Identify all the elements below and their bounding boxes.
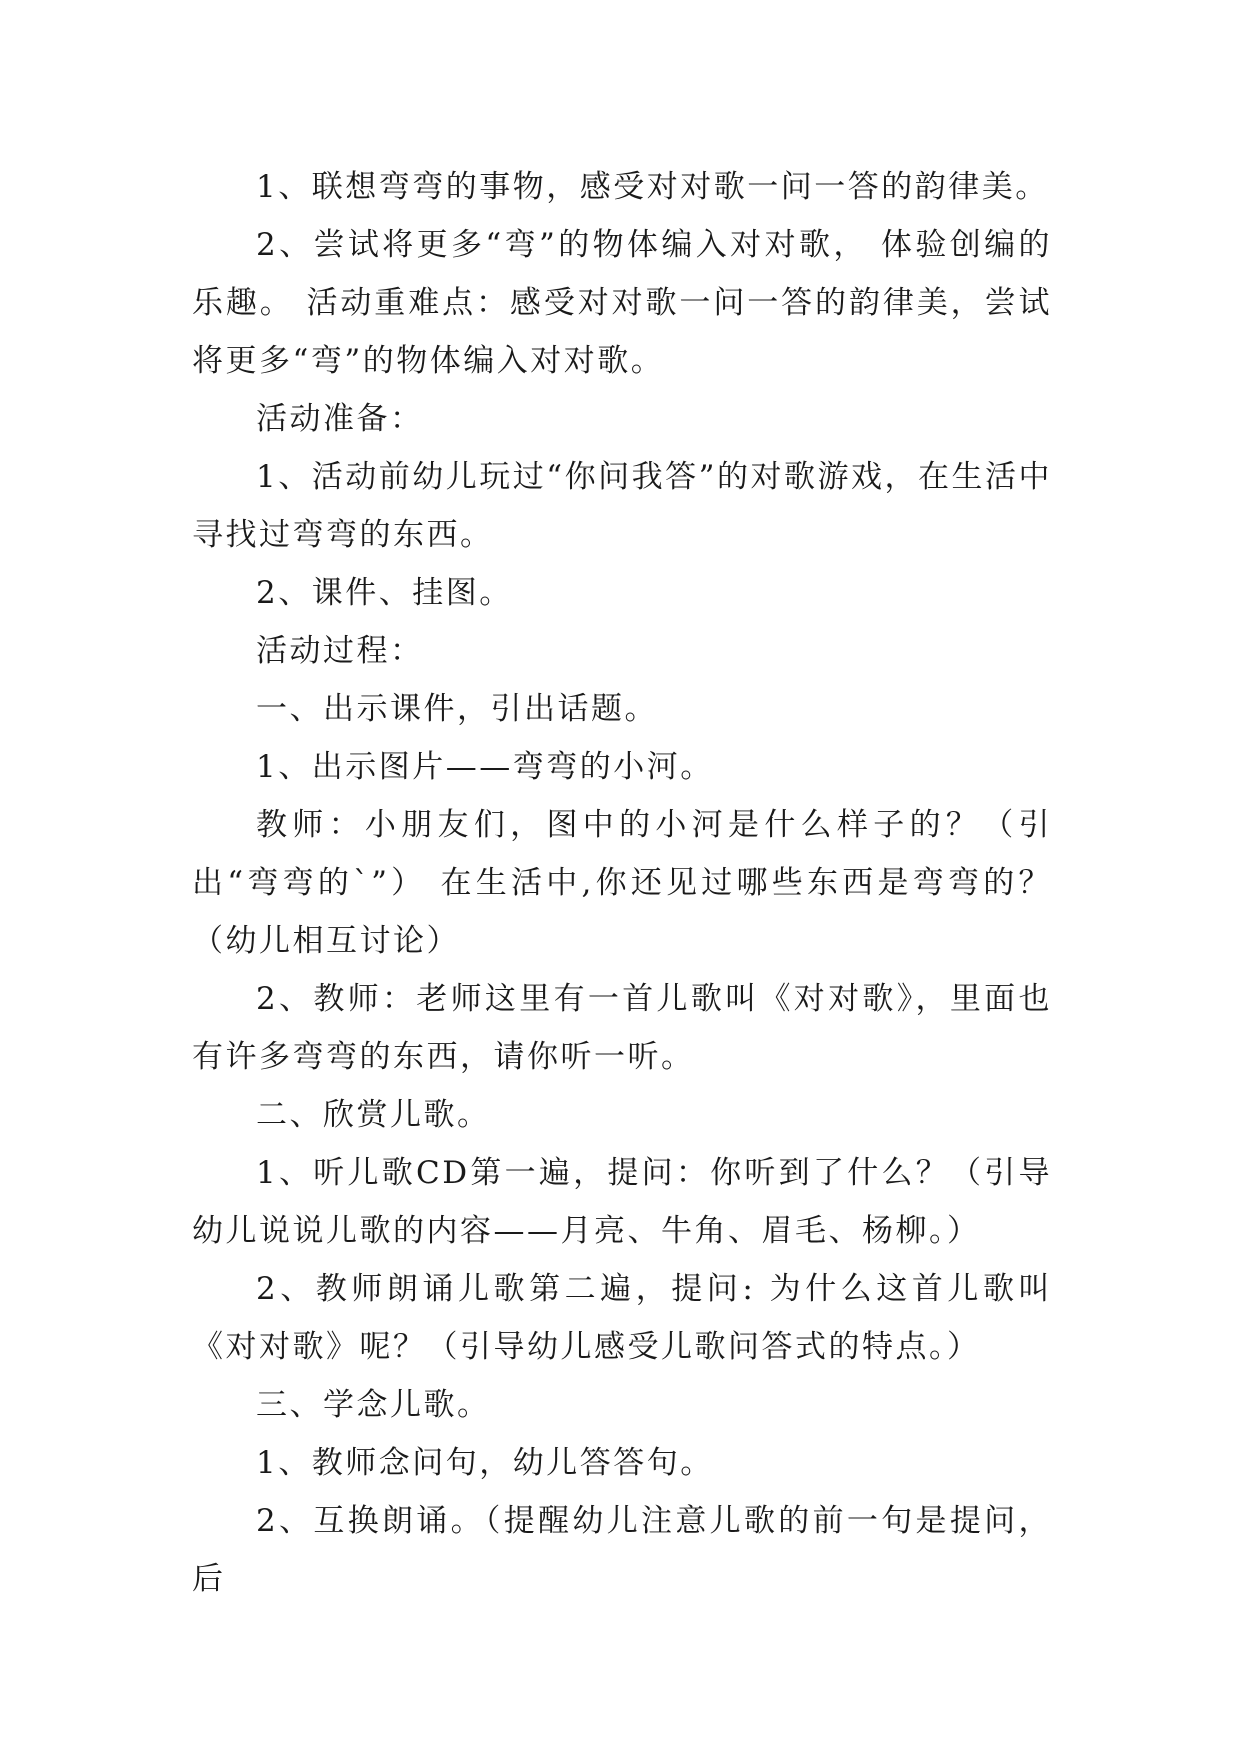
paragraph-preparation-2: 2、课件、挂图。 bbox=[256, 575, 513, 611]
paragraph-step-2-2: 2、教师朗诵儿歌第二遍，提问: 为什么这首儿歌叫《对对歌》呢？（引导幼儿感受儿歌问答式的特点。） bbox=[192, 1271, 1052, 1365]
document-body bbox=[192, 158, 1052, 1608]
heading-preparation: 活动准备： bbox=[256, 401, 424, 437]
paragraph-teacher-question: 教师：小朋友们，图中的小河是什么样子的？（引出“弯弯的`”） 在生活中,你还见过哪些东西是弯弯的？（幼儿相互讨论） bbox=[192, 807, 1052, 959]
paragraph-goal-1: 1、联想弯弯的事物，感受对对歌一问一答的韵律美。 bbox=[256, 169, 1049, 205]
paragraph-goal-2: 2、尝试将更多“弯”的物体编入对对歌， 体验创编的乐趣。 活动重难点：感受对对歌一问一答的韵律美，尝试将更多“弯”的物体编入对对歌。 bbox=[192, 227, 1052, 379]
paragraph-step-3-2: 2、互换朗诵。（提醒幼儿注意儿歌的前一句是提问，后 bbox=[192, 1503, 1052, 1597]
paragraph-step-3-1: 1、教师念问句，幼儿答答句。 bbox=[256, 1445, 714, 1481]
heading-process: 活动过程： bbox=[256, 633, 424, 669]
paragraph-step-1-2: 2、教师：老师这里有一首儿歌叫《对对歌》，里面也有许多弯弯的东西，请你听一听。 bbox=[192, 981, 1052, 1075]
paragraph-preparation-1: 1、活动前幼儿玩过“你问我答”的对歌游戏，在生活中寻找过弯弯的东西。 bbox=[192, 459, 1052, 553]
paragraph-step-2-1: 1、听儿歌CD第一遍，提问：你听到了什么？（引导幼儿说说儿歌的内容——月亮、牛角、眉毛、杨柳。） bbox=[192, 1155, 1052, 1249]
section-heading-3: 三、学念儿歌。 bbox=[256, 1387, 491, 1423]
section-heading-1: 一、出示课件，引出话题。 bbox=[256, 691, 658, 727]
paragraph-step-1-1: 1、出示图片——弯弯的小河。 bbox=[256, 749, 714, 785]
section-heading-2: 二、欣赏儿歌。 bbox=[256, 1097, 491, 1133]
